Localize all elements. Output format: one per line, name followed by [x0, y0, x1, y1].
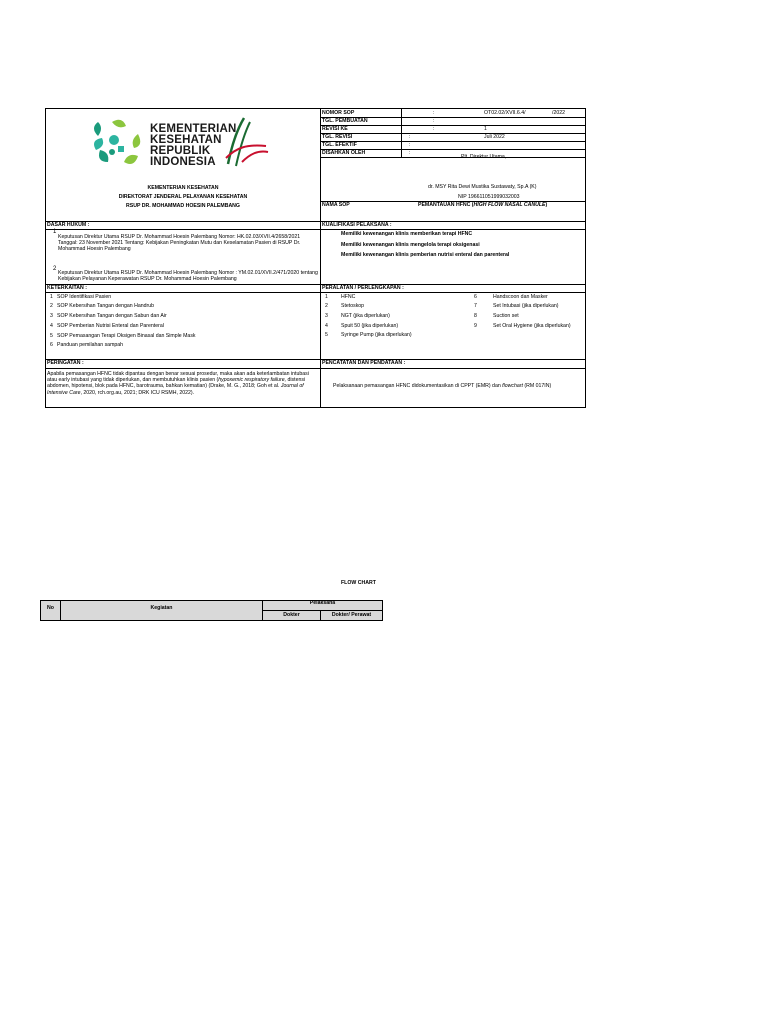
colon: : — [409, 134, 411, 140]
keterkaitan-num: 6 — [50, 342, 53, 348]
peralatan-num: 2 — [325, 303, 328, 309]
peringatan-text-a: Apabila pemasangan HFNC tidak dipantau dengan benar sesuai prosedur, maka akan ada keterlambatan intubasi atau early intubasi yang tidak diperlukan, dan membutuhkan klinis pasien ( — [47, 371, 309, 384]
row-line — [320, 133, 586, 134]
keterkaitan-num: 4 — [50, 323, 53, 329]
meta-col-divider — [401, 108, 402, 157]
peralatan-num: 8 — [474, 313, 477, 319]
col-dokter-header: Dokter — [283, 612, 300, 618]
dasar-hukum-text-1: Keputusan Direktur Utama RSUP Dr. Mohammad Hoesin Palembang Nomor: HK.02.03/XVII.4/2658/2021 Tanggal: 23 November 2021 Tentang: Kebijakan Peningkatan Mutu dan Keselamatan Pasien di RSUP Dr. Mohammad Hoesin Palembang — [58, 234, 301, 253]
nomor-sop-label: NOMOR SOP — [322, 110, 355, 116]
peringatan-text-b-italic: Journal of Intensive Care — [47, 383, 304, 396]
peringatan-text-b: distensi abdomen, hipotensi, blok pada HFNC, barotrauma, bahkan kematian) (Drake, M. G., 2018; Goh et al. — [47, 377, 306, 390]
kualifikasi-item-1: Memiliki kewenangan klinis memberikan terapi HFNC — [341, 231, 473, 237]
peringatan-text-c: , 2020, rch.org.au, 2021; DRK ICU RSMH, 2022). — [80, 389, 195, 396]
peralatan-item: Suction set — [493, 313, 519, 319]
col-no-header: No — [47, 605, 54, 611]
nama-sop-value — [418, 202, 547, 208]
logo-line-1: KEMENTERIAN — [150, 123, 237, 135]
tgl-pembuatan-label: TGL. PEMBUATAN — [322, 118, 368, 124]
peralatan-num: 3 — [325, 313, 328, 319]
pencatatan-text — [333, 383, 551, 389]
keterkaitan-num: 1 — [50, 294, 53, 300]
row-line — [45, 229, 586, 230]
row-line — [320, 125, 586, 126]
kualifikasi-item-3: Memiliki kewenangan klinis pemberian nutrisi enteral dan parenteral — [341, 252, 510, 258]
org-line-2: DIREKTORAT JENDERAL PELAYANAN KESEHATAN — [118, 194, 248, 200]
nama-sop-italic: HIGH FLOW NASAL CANULE — [473, 202, 546, 208]
health-swoosh-icon — [222, 114, 270, 170]
nomor-sop-suffix: /2022 — [552, 110, 565, 116]
keterkaitan-item: SOP Identifikasi Pasien — [57, 294, 112, 300]
tgl-revisi-label: TGL. REVISI — [322, 134, 353, 140]
tgl-revisi-value: Juli 2022 — [484, 134, 505, 140]
flowchart-title: FLOW CHART — [341, 580, 376, 586]
dasar-hukum-num-1: 1 — [53, 229, 57, 235]
colon: : — [409, 142, 411, 148]
peralatan-title: PERALATAN / PERLENGKAPAN : — [322, 285, 404, 291]
pencatatan-title: PENCATATAN DAN PENDATAAN : — [322, 360, 406, 366]
nama-sop-prefix: PEMANTAUAN HFNC ( — [418, 202, 474, 208]
nama-sop-label: NAMA SOP — [322, 202, 350, 208]
dasar-hukum-num-2: 2 — [53, 266, 57, 272]
peralatan-item: Set Oral Hygiene (jika diperlukan) — [493, 323, 571, 329]
keterkaitan-item: Panduan pemilahan sampah — [57, 342, 124, 348]
peralatan-num: 4 — [325, 323, 328, 329]
colon: : — [433, 126, 435, 132]
row-line — [320, 141, 586, 142]
peralatan-num: 7 — [474, 303, 477, 309]
section-divider — [320, 108, 321, 408]
tgl-efektif-label: TGL. EFEKTIF — [322, 142, 357, 148]
colon: : — [409, 150, 411, 156]
keterkaitan-num: 3 — [50, 313, 53, 319]
dasar-hukum-title: DASAR HUKUM : — [47, 222, 90, 228]
logo-line-4: INDONESIA — [150, 156, 216, 168]
peralatan-num: 5 — [325, 332, 328, 338]
logo-line-3: REPUBLIK — [150, 145, 211, 157]
disahkan-oleh-label: DISAHKAN OLEH — [322, 150, 366, 156]
peralatan-item: HFNC — [341, 294, 356, 300]
signer-title: Plt. Direktur Utama, — [461, 154, 507, 160]
keterkaitan-item: SOP Pemberian Nutrisi Enteral dan Parenteral — [57, 323, 164, 329]
pencatatan-text-italic: flowchart — [502, 383, 523, 389]
row-line — [320, 157, 586, 158]
col-pelaksana-header: Pelaksana — [309, 600, 336, 606]
pencatatan-text-a: Pelaksanaan pemasangan HFNC didokumentasikan di CPPT (EMR) dan — [333, 383, 503, 389]
keterkaitan-item: SOP Pemasangan Terapi Oksigen Binasal dan Simple Mask — [57, 333, 196, 339]
peralatan-item: NGT (jika diperlukan) — [341, 313, 390, 319]
health-swoosh-logo — [222, 114, 270, 170]
peralatan-item: Set Intubasi (jika diperlukan) — [493, 303, 559, 309]
nama-sop-suffix: ) — [545, 202, 548, 208]
peringatan-text — [47, 371, 319, 396]
signer-name: dr. MSY Rita Dewi Mustika Sustawaty, Sp.A (K) — [428, 184, 537, 190]
peringatan-title: PERINGATAN : — [47, 360, 84, 366]
kualifikasi-title: KUALIFIKASI PELAKSANA : — [322, 222, 392, 228]
row-line — [45, 368, 586, 369]
col-kegiatan-header: Kegiatan — [150, 605, 173, 611]
signer-nip: NIP 196611051999032003 — [458, 194, 520, 200]
peralatan-num: 9 — [474, 323, 477, 329]
keterkaitan-num: 5 — [50, 333, 53, 339]
peralatan-item: Stetoskop — [341, 303, 365, 309]
peralatan-num: 1 — [325, 294, 328, 300]
nomor-sop-value: OT02.02/XVII.6.4/ — [484, 110, 526, 116]
row-line — [45, 292, 586, 293]
dasar-hukum-text-2: Keputusan Direktur Utama RSUP Dr. Mohammad Hoesin Palembang Nomor : YM.02.01/XVII.2/471/2020 tentang Kebijakan Pelayanan Keperawatan RSUP Dr. Mohammad Hoesin Palembang — [58, 270, 318, 283]
peringatan-text-a-italic: hypoxemic respiratory failure, — [218, 377, 287, 384]
colon: : — [433, 110, 435, 116]
keterkaitan-item: SOP Kebersihan Tangan dengan Handrub — [57, 303, 155, 309]
col-dokter-perawat-header: Dokter/ Perawat — [331, 612, 372, 618]
row-line — [45, 359, 586, 360]
tick — [585, 172, 586, 182]
peralatan-num: 6 — [474, 294, 477, 300]
peralatan-item: Syringe Pump (jika diperlukan) — [341, 332, 412, 338]
peralatan-item: Handscoon dan Masker — [493, 294, 548, 300]
keterkaitan-item: SOP Kebersihan Tangan dengan Sabun dan Air — [57, 313, 167, 319]
peralatan-item: Spuit 50 (jika diperlukan) — [341, 323, 399, 329]
header-bottom-line — [45, 221, 586, 222]
revisi-ke-value: 1 — [484, 126, 487, 132]
keterkaitan-num: 2 — [50, 303, 53, 309]
keterkaitan-title: KETERKAITAN : — [47, 285, 87, 291]
pencatatan-text-b: (RM 017IN) — [522, 383, 552, 389]
row-line — [45, 284, 586, 285]
org-line-3: RSUP DR. MOHAMMAD HOESIN PALEMBANG — [126, 203, 240, 209]
logo-line-2: KESEHATAN — [150, 134, 222, 146]
kualifikasi-item-2: Memiliki kewenangan klinis mengelola terapi oksigenasi — [341, 242, 480, 248]
org-line-1: KEMENTERIAN KESEHATAN — [147, 185, 219, 191]
colon: : — [433, 118, 435, 124]
revisi-ke-label: REVISI KE — [322, 126, 348, 132]
